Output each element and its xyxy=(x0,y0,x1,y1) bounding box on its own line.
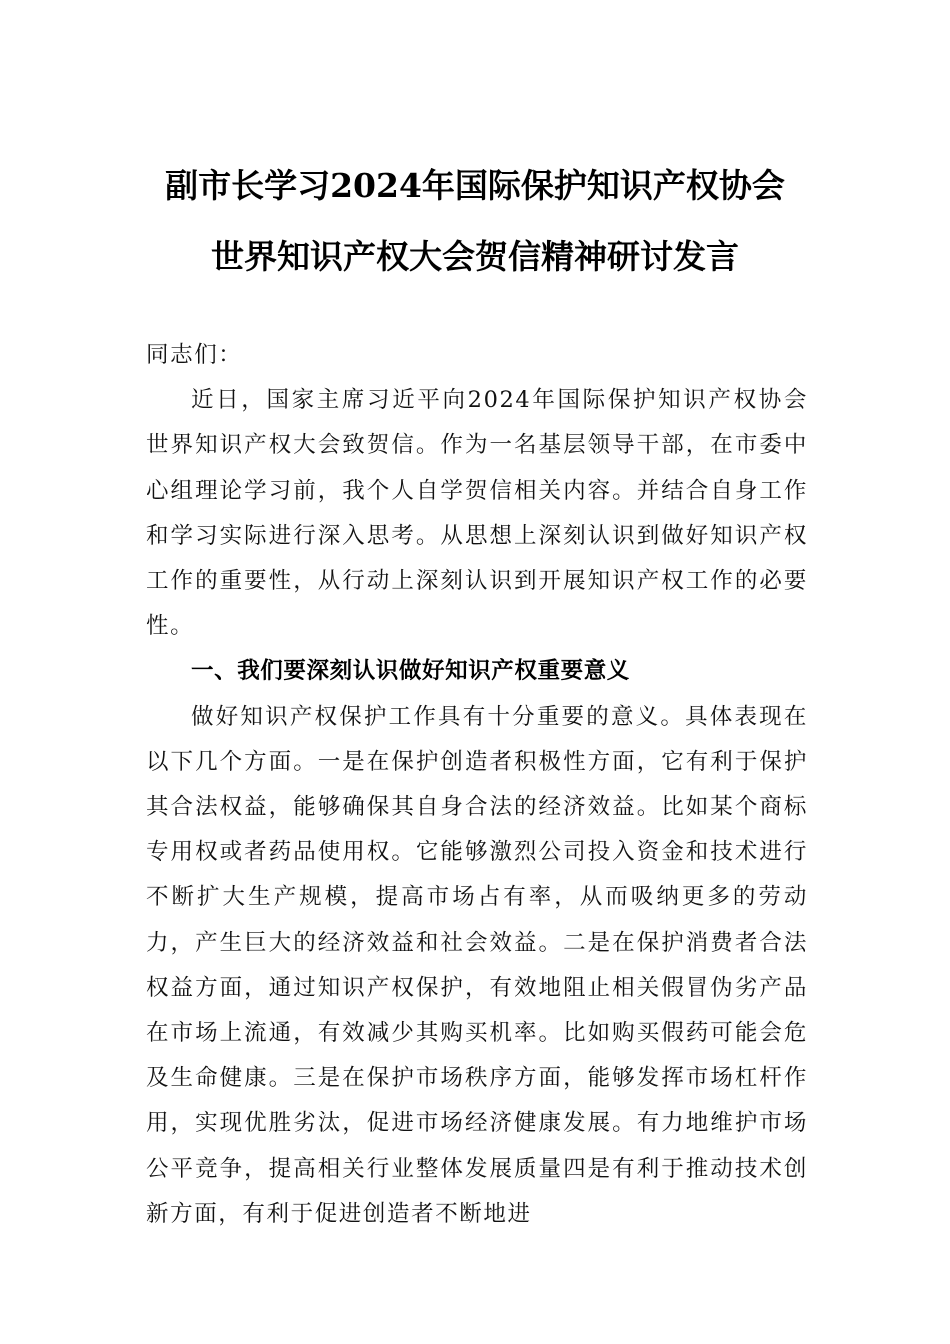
document-body xyxy=(146,333,808,1237)
document-title-line-2: 世界知识产权大会贺信精神研讨发言 xyxy=(211,237,739,276)
section-heading-1: 一、我们要深刻认识做好知识产权重要意义 xyxy=(191,658,630,685)
paragraph-intro: 近日，国家主席习近平向2024年国际保护知识产权协会世界知识产权大会致贺信。作为一名基层领导干部，在市委中心组理论学习前，我个人自学贺信相关内容。并结合自身工作和学习实际进行深入思考。从思想上深刻认识到做好知识产权工作的重要性，从行动上深刻认识到开展知识产权工作的必要性。 xyxy=(146,387,808,640)
document-title-line-1: 副市长学习2024年国际保护知识产权协会 xyxy=(165,166,785,205)
paragraph-significance: 做好知识产权保护工作具有十分重要的意义。具体表现在以下几个方面。一是在保护创造者积极性方面，它有利于保护其合法权益，能够确保其自身合法的经济效益。比如某个商标专用权或者药品使用权。它能够激烈公司投入资金和技术进行不断扩大生产规模，提高市场占有率，从而吸纳更多的劳动力，产生巨大的经济效益和社会效益。二是在保护消费者合法权益方面，通过知识产权保护，有效地阻止相关假冒伪劣产品在市场上流通，有效减少其购买机率。比如购买假药可能会危及生命健康。三是在保护市场秩序方面，能够发挥市场杠杆作用，实现优胜劣汰，促进市场经济健康发展。有力地维护市场公平竞争，提高相关行业整体发展质量四是有利于推动技术创新方面，有利于促进创造者不断地进 xyxy=(146,703,808,1227)
salutation: 同志们： xyxy=(146,342,243,368)
